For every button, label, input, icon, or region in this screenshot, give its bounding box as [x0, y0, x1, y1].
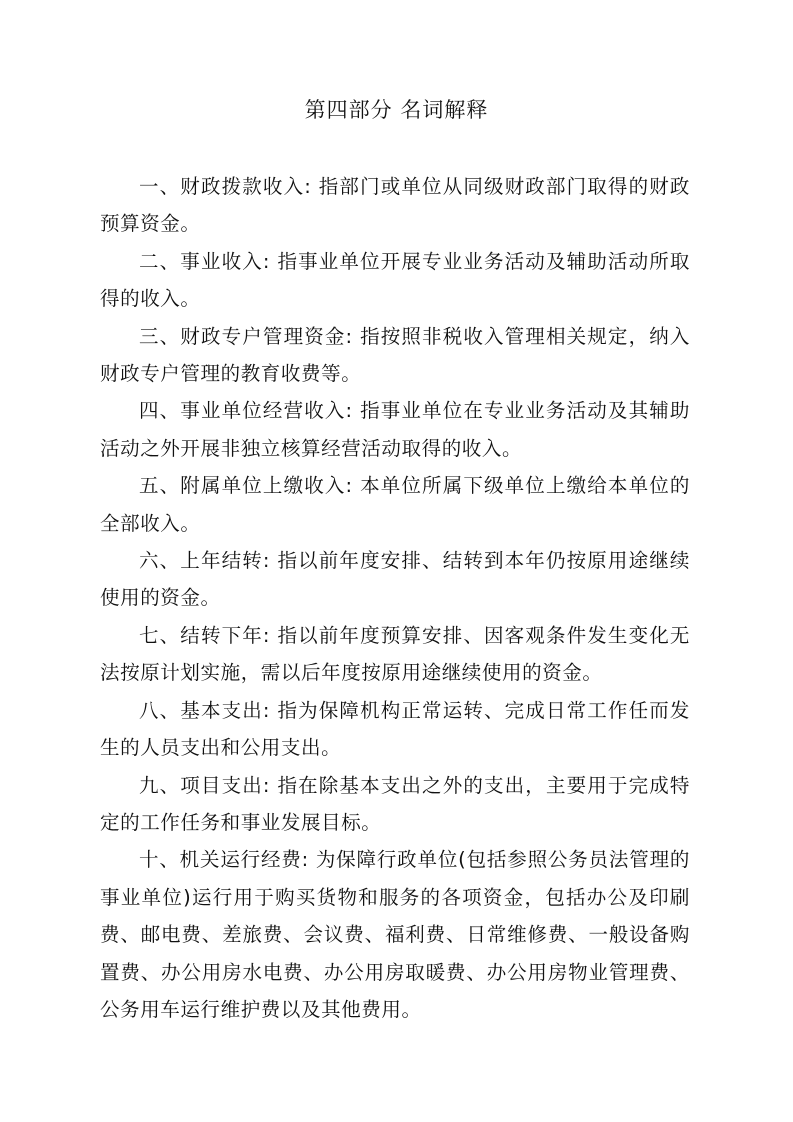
term-paragraph: 六、上年结转: 指以前年度安排、结转到本年仍按原用途继续使用的资金。	[100, 549, 690, 610]
page-title: 第四部分 名词解释	[304, 98, 489, 122]
term-list	[100, 168, 690, 1028]
term-paragraph: 五、附属单位上缴收入: 本单位所属下级单位上缴给本单位的全部收入。	[100, 474, 690, 535]
term-paragraph: 三、财政专户管理资金: 指按照非税收入管理相关规定，纳入财政专户管理的教育收费等。	[100, 324, 690, 386]
term-paragraph: 一、财政拨款收入: 指部门或单位从同级财政部门取得的财政预算资金。	[100, 175, 690, 236]
term-paragraph: 八、基本支出: 指为保障机构正常运转、完成日常工作任而发生的人员支出和公用支出。	[100, 698, 690, 760]
term-paragraph: 四、事业单位经营收入: 指事业单位在专业业务活动及其辅助活动之外开展非独立核算经营活动取得的收入。	[100, 399, 690, 460]
term-paragraph: 二、事业收入: 指事业单位开展专业业务活动及辅助活动所取得的收入。	[100, 249, 690, 311]
term-paragraph: 七、结转下年: 指以前年度预算安排、因客观条件发生变化无法按原计划实施，需以后年度按原用途继续使用的资金。	[100, 623, 690, 685]
term-paragraph: 十、机关运行经费: 为保障行政单位(包括参照公务员法管理的事业单位)运行用于购买货物和服务的各项资金，包括办公及印刷费、邮电费、差旅费、会议费、福利费、日常维修费、一般设备购置费、办公用房水电费、办公用房取暖费、办公用房物业管理费、公务用车运行维护费以及其他费用。	[100, 848, 690, 1021]
term-paragraph: 九、项目支出: 指在除基本支出之外的支出，主要用于完成特定的工作任务和事业发展目标。	[100, 773, 690, 834]
